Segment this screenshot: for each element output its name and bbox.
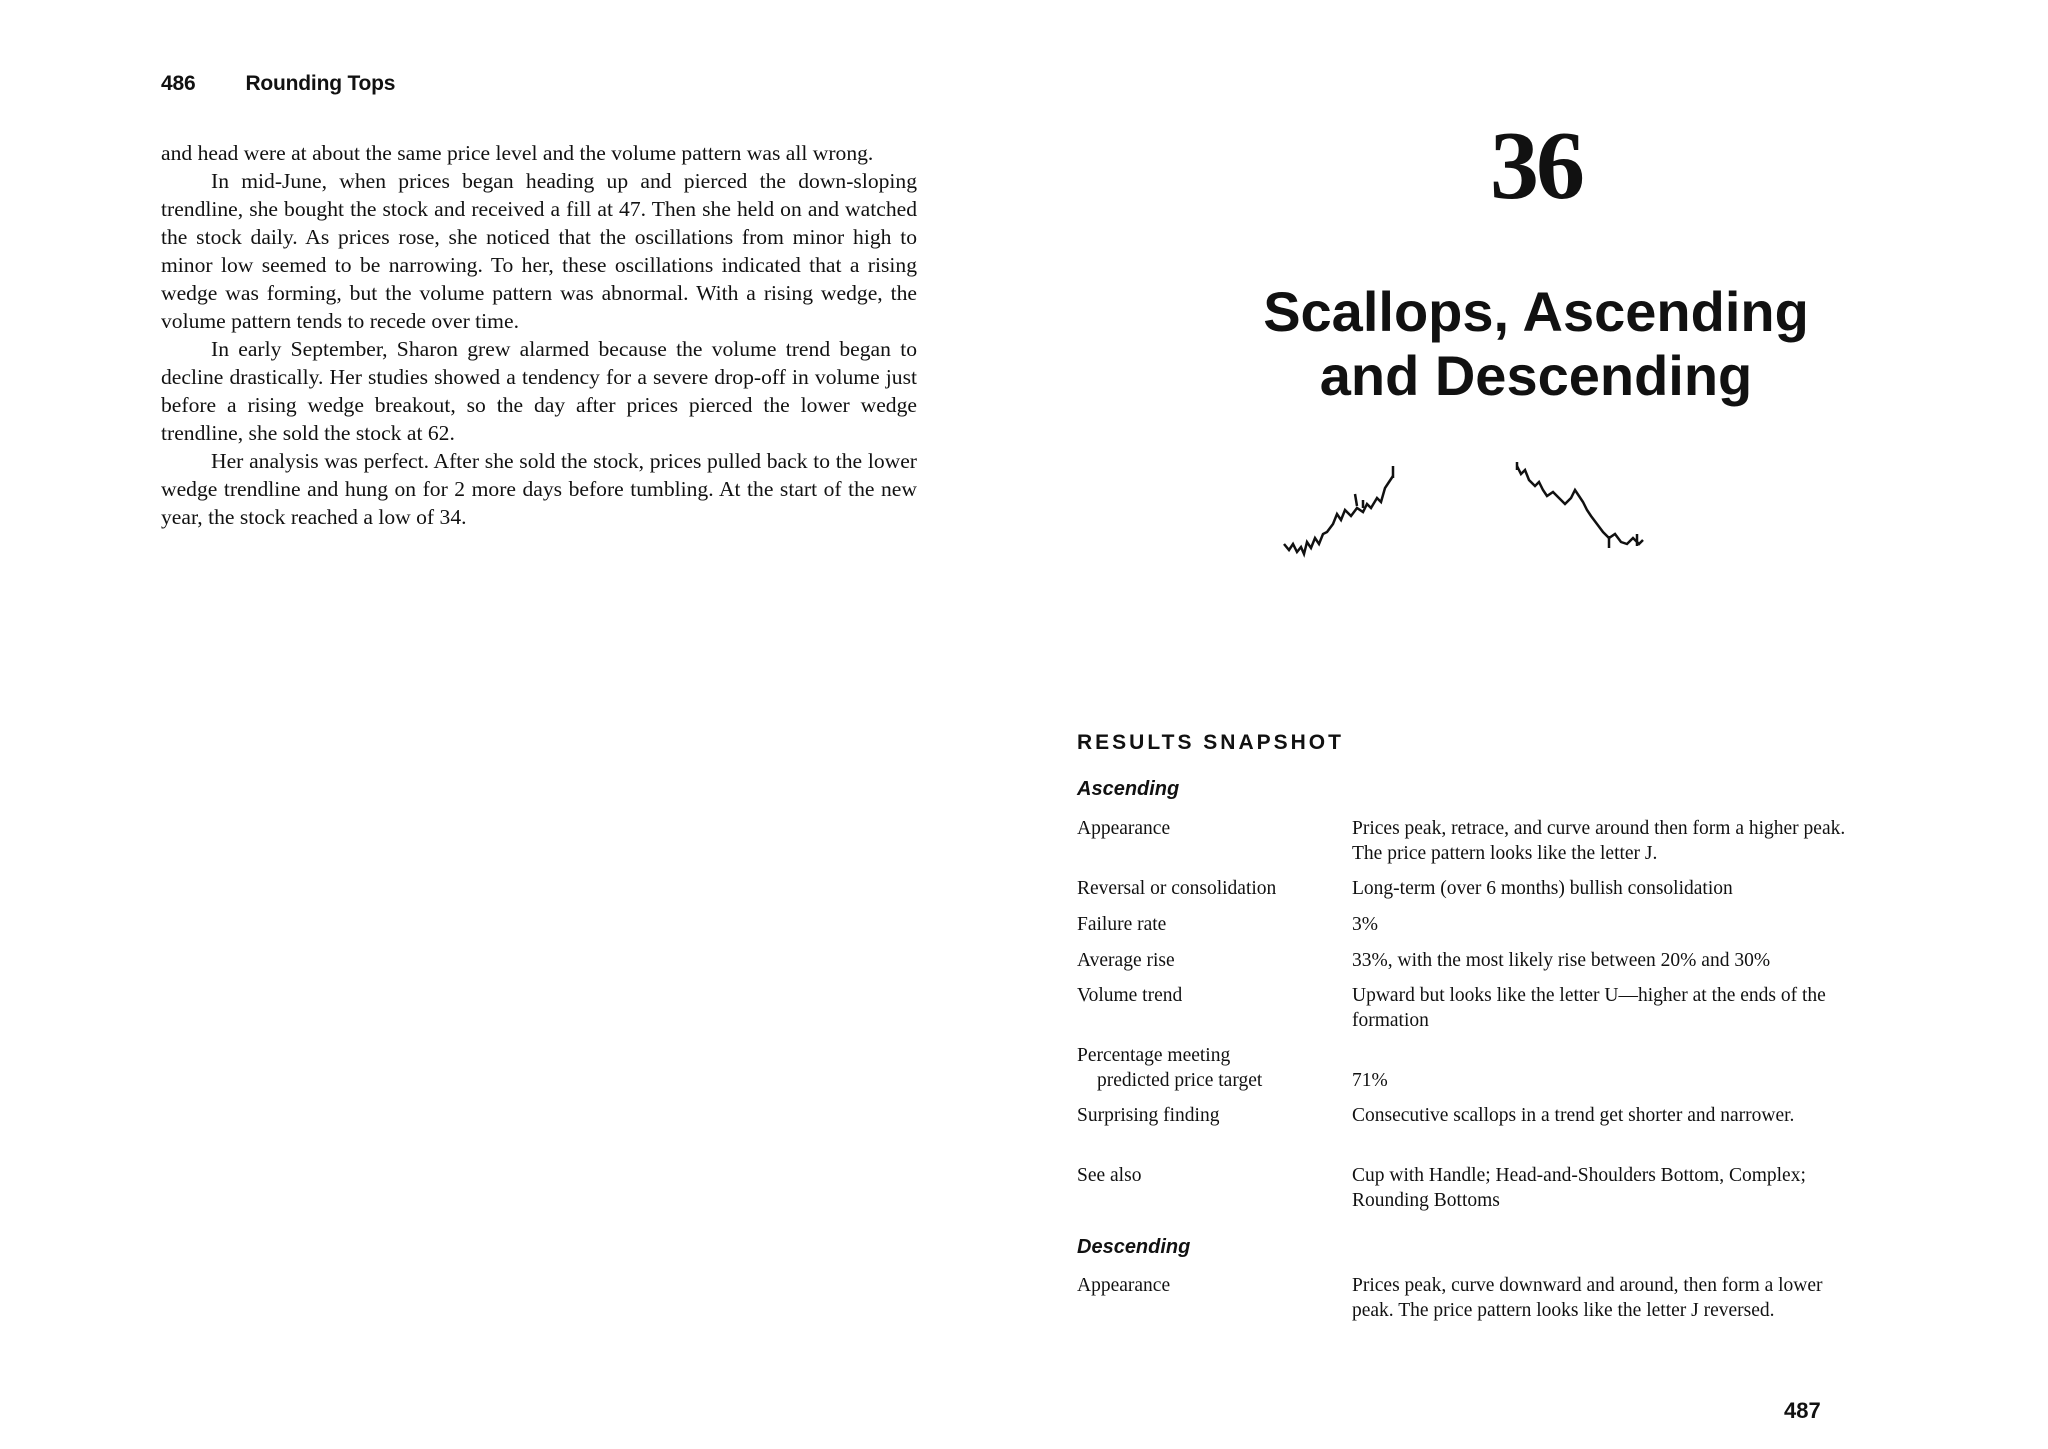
body-text [161, 139, 917, 531]
row-label: Volume trend [1077, 985, 1183, 1006]
right-page [1024, 0, 2048, 1449]
ascending-scallop-icon [1284, 466, 1393, 554]
left-page-number: 486 [161, 72, 196, 95]
right-page-number: 487 [1784, 1398, 1821, 1423]
scallop-pattern-illustration [1259, 452, 1679, 572]
row-label: Failure rate [1077, 914, 1167, 935]
chapter-number: 36 [1490, 112, 1582, 220]
row-value: Prices peak, curve downward and around, then form a lower peak. The price pattern looks like the letter J reversed. [1352, 1275, 1823, 1321]
chapter-title-line-2: and Descending [1319, 344, 1753, 407]
running-head [161, 72, 395, 96]
row-label: Average rise [1077, 950, 1175, 971]
results-snapshot-heading: RESULTS SNAPSHOT [1077, 731, 1344, 754]
row-value: Cup with Handle; Head-and-Shoulders Bottom, Complex; Rounding Bottoms [1352, 1165, 1806, 1211]
row-label: See also [1077, 1165, 1142, 1186]
row-value: Prices peak, retrace, and curve around then form a higher peak. The price pattern looks like the letter J. [1352, 818, 1846, 864]
paragraph: In early September, Sharon grew alarmed because the volume trend began to decline drastically. Her studies showed a tendency for a severe drop-off in volume just before a rising wedge breakout, so the day after prices pierced the lower wedge trendline, she sold the stock at 62. [161, 337, 917, 445]
row-label: Reversal or consolidation [1077, 878, 1277, 899]
paragraph: and head were at about the same price level and the volume pattern was all wrong. [161, 141, 874, 165]
row-label-line-1: Percentage meeting [1077, 1045, 1231, 1066]
row-value: 33%, with the most likely rise between 20% and 30% [1352, 950, 1771, 971]
row-value: 71% [1352, 1070, 1388, 1091]
running-title: Rounding Tops [245, 72, 396, 95]
ascending-label: Ascending [1077, 778, 1180, 800]
row-label: Appearance [1077, 818, 1171, 839]
paragraph: In mid-June, when prices began heading up and pierced the down-sloping trendline, she bought the stock and received a fill at 47. Then she held on and watched the stock daily. As prices rose, she noticed that the oscillations from minor high to minor low seemed to be narrowing. To her, these oscillations indicated that a rising wedge was forming, but the volume pattern was abnormal. With a rising wedge, the volume pattern tends to recede over time. [161, 169, 917, 333]
chapter-title-line-1: Scallops, Ascending [1263, 280, 1809, 343]
row-label-line-2: predicted price target [1097, 1070, 1263, 1091]
row-label: Surprising finding [1077, 1105, 1220, 1126]
descending-scallop-icon [1517, 462, 1643, 548]
paragraph: Her analysis was perfect. After she sold the stock, prices pulled back to the lower wedge trendline and hung on for 2 more days before tumbling. At the start of the new year, the stock reached a low of 34. [161, 449, 917, 529]
chapter-title [1024, 280, 2048, 408]
row-label: Appearance [1077, 1275, 1171, 1296]
row-value: Long-term (over 6 months) bullish consolidation [1352, 878, 1733, 899]
descending-label: Descending [1077, 1236, 1191, 1258]
row-value: Consecutive scallops in a trend get shorter and narrower. [1352, 1105, 1795, 1126]
row-label [1077, 1043, 1337, 1093]
row-value: 3% [1352, 914, 1378, 935]
row-value: Upward but looks like the letter U—higher at the ends of the formation [1352, 985, 1826, 1031]
